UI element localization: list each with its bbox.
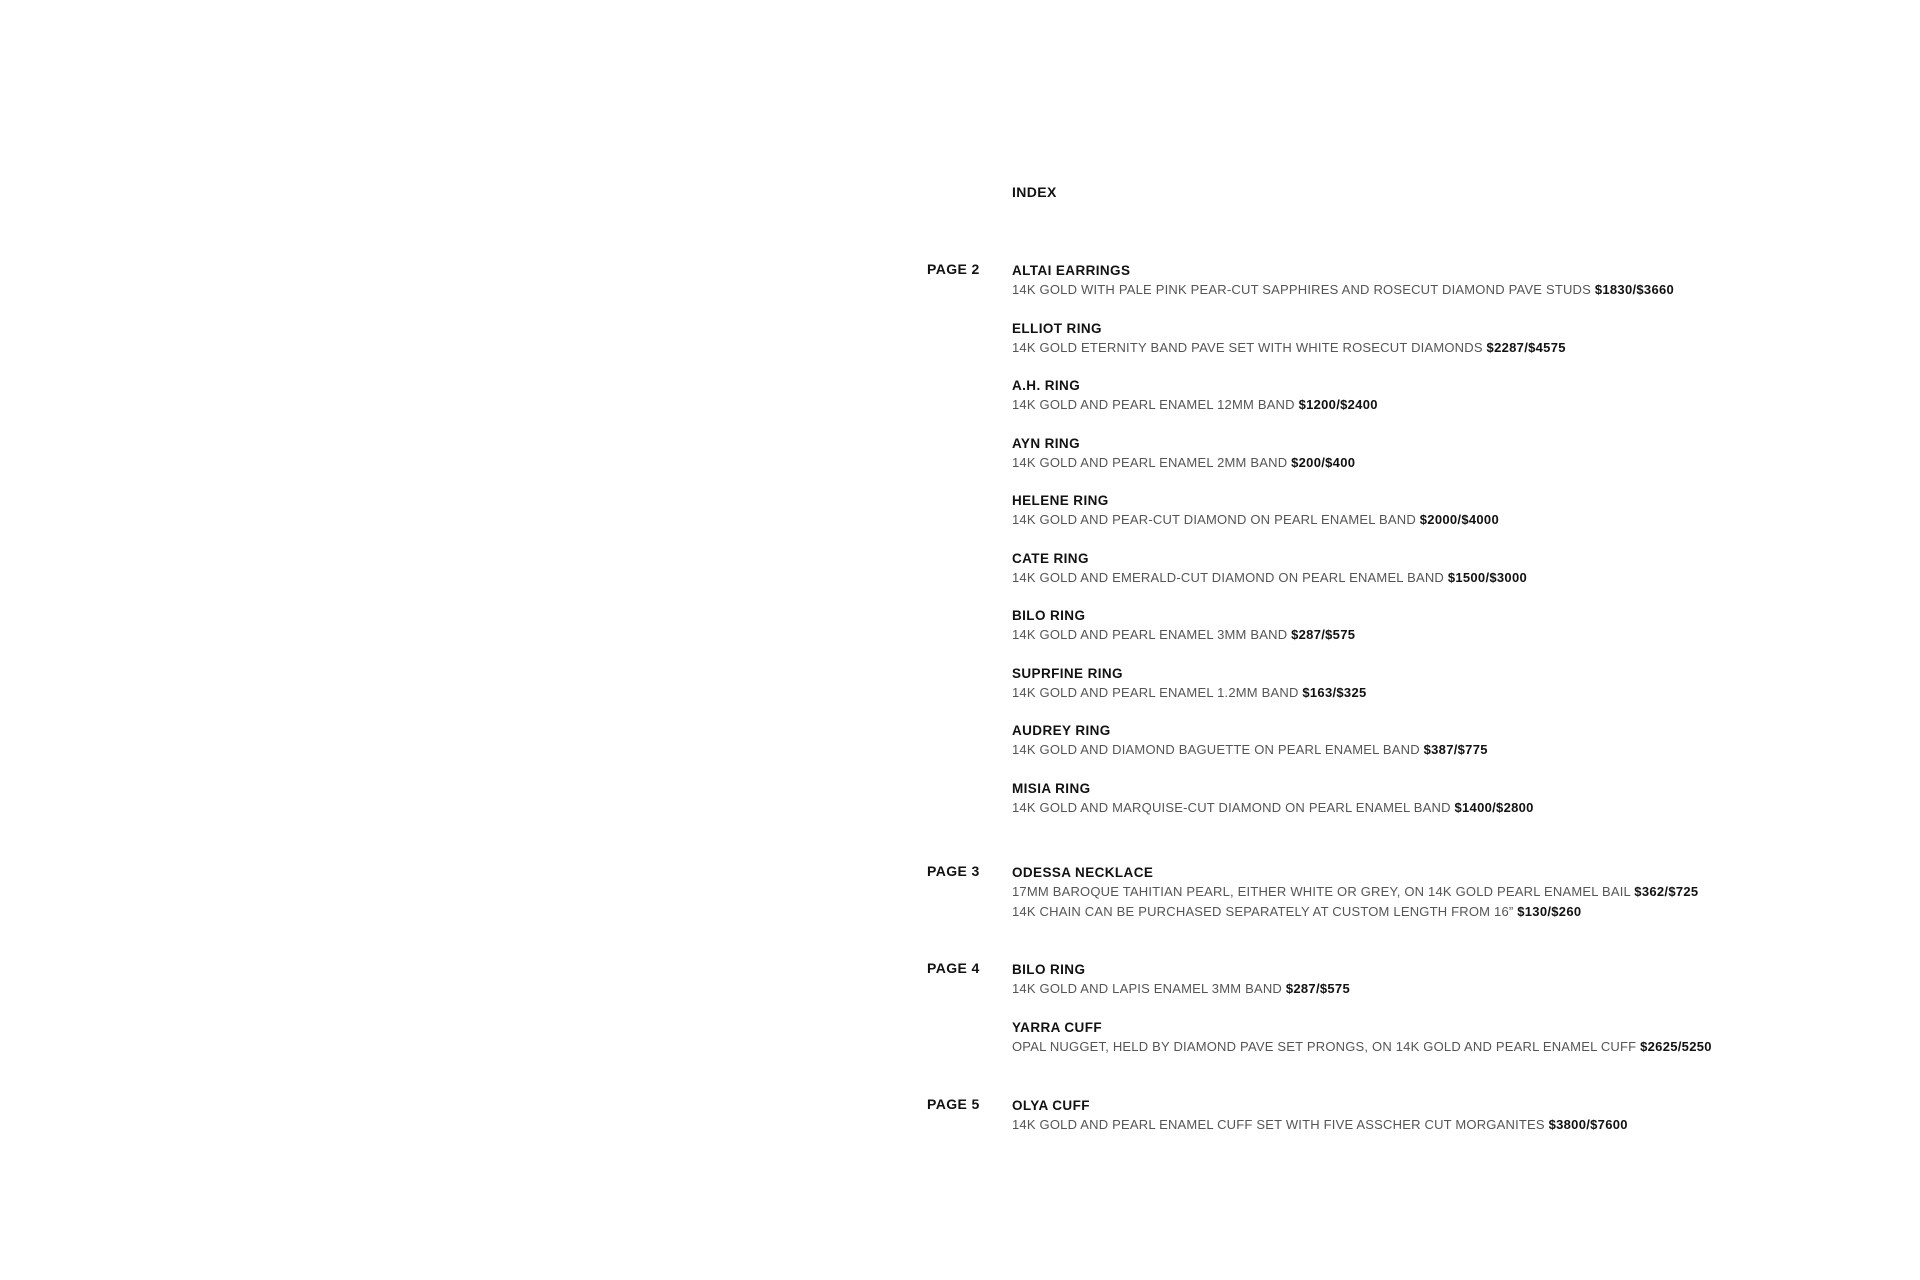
item-list — [1012, 960, 1812, 1056]
list-item — [1012, 491, 1812, 530]
item-description — [1012, 979, 1812, 999]
item-price: $1200/$2400 — [1298, 397, 1378, 412]
item-description — [1012, 1037, 1812, 1057]
list-item — [1012, 549, 1812, 588]
item-name: SUPRFINE RING — [1012, 665, 1123, 681]
item-name: OLYA CUFF — [1012, 1098, 1090, 1113]
item-desc-text: 14K GOLD AND LAPIS ENAMEL 3MM BAND — [1012, 981, 1283, 996]
item-price: $1500/$3000 — [1447, 569, 1528, 585]
item-description — [1012, 902, 1812, 922]
item-price: $287/$575 — [1291, 627, 1356, 642]
item-desc-text: 14K GOLD WITH PALE PINK PEAR-CUT SAPPHIRES AND ROSECUT DIAMOND PAVE STUDS — [1012, 282, 1592, 297]
list-item — [1012, 434, 1812, 473]
item-desc-text: 14K GOLD AND EMERALD-CUT DIAMOND ON PEARL ENAMEL BAND — [1012, 569, 1444, 585]
item-name: ELLIOT RING — [1012, 320, 1102, 336]
item-price: $1830/$3660 — [1594, 282, 1675, 297]
item-list — [1012, 261, 1812, 817]
item-description — [1012, 280, 1812, 300]
list-item — [1012, 863, 1812, 921]
item-name: HELENE RING — [1012, 493, 1109, 508]
item-price: $3800/$7600 — [1548, 1117, 1628, 1132]
list-item — [1012, 1096, 1812, 1135]
item-desc-text: 14K GOLD AND PEARL ENAMEL 2MM BAND — [1012, 454, 1288, 470]
item-description — [1012, 798, 1812, 818]
item-desc-text: 14K GOLD AND PEAR-CUT DIAMOND ON PEARL ENAMEL BAND — [1012, 512, 1416, 527]
item-desc-text: 14K GOLD AND PEARL ENAMEL 1.2MM BAND — [1012, 684, 1299, 700]
item-name: ODESSA NECKLACE — [1012, 865, 1154, 880]
item-price: $1400/$2800 — [1454, 799, 1534, 815]
item-price: $130/$260 — [1517, 903, 1582, 919]
item-price: $2000/$4000 — [1419, 512, 1499, 527]
page-label: PAGE 3 — [927, 863, 980, 879]
item-desc-text: 17MM BAROQUE TAHITIAN PEARL, EITHER WHITE OR GREY, ON 14K GOLD PEARL ENAMEL BAIL — [1012, 884, 1631, 899]
item-desc-text: 14K CHAIN CAN BE PURCHASED SEPARATELY AT CUSTOM LENGTH FROM 16” — [1012, 903, 1514, 919]
item-desc-text: 14K GOLD AND MARQUISE-CUT DIAMOND ON PEARL ENAMEL BAND — [1012, 799, 1451, 815]
item-desc-text: 14K GOLD AND PEARL ENAMEL CUFF SET WITH FIVE ASSCHER CUT MORGANITES — [1012, 1117, 1545, 1132]
page-label: PAGE 2 — [927, 261, 980, 277]
item-name: BILO RING — [1012, 608, 1086, 623]
item-list — [1012, 863, 1812, 921]
item-description — [1012, 338, 1812, 358]
item-name: AUDREY RING — [1012, 723, 1111, 738]
item-price: $387/$775 — [1423, 742, 1488, 757]
item-price: $2287/$4575 — [1486, 339, 1566, 355]
page-label: PAGE 4 — [927, 960, 980, 976]
item-price: $362/$725 — [1634, 884, 1699, 899]
item-description — [1012, 1115, 1812, 1135]
item-price: $163/$325 — [1302, 684, 1367, 700]
item-desc-text: OPAL NUGGET, HELD BY DIAMOND PAVE SET PRONGS, ON 14K GOLD AND PEARL ENAMEL CUFF — [1012, 1038, 1637, 1054]
list-item — [1012, 319, 1812, 358]
list-item — [1012, 664, 1812, 703]
item-name: BILO RING — [1012, 962, 1086, 977]
item-desc-text: 14K GOLD AND PEARL ENAMEL 3MM BAND — [1012, 627, 1288, 642]
list-item — [1012, 606, 1812, 645]
item-price: $2625/5250 — [1640, 1038, 1712, 1054]
page-label: PAGE 5 — [927, 1096, 980, 1112]
list-item — [1012, 1018, 1812, 1057]
list-item — [1012, 261, 1812, 300]
item-list — [1012, 1096, 1812, 1135]
item-price: $287/$575 — [1285, 981, 1350, 996]
item-description — [1012, 683, 1812, 703]
item-description — [1012, 510, 1812, 530]
list-item — [1012, 960, 1812, 999]
item-desc-text: 14K GOLD AND PEARL ENAMEL 12MM BAND — [1012, 397, 1295, 412]
item-description — [1012, 740, 1812, 760]
list-item — [1012, 376, 1812, 415]
item-description — [1012, 568, 1812, 588]
item-price: $200/$400 — [1291, 454, 1356, 470]
item-name: CATE RING — [1012, 550, 1089, 566]
item-description — [1012, 882, 1812, 902]
index-title: INDEX — [1012, 184, 1057, 200]
item-desc-text: 14K GOLD AND DIAMOND BAGUETTE ON PEARL ENAMEL BAND — [1012, 742, 1420, 757]
item-name: ALTAI EARRINGS — [1012, 263, 1131, 278]
item-description — [1012, 453, 1812, 473]
item-name: AYN RING — [1012, 435, 1080, 451]
item-description — [1012, 395, 1812, 415]
item-desc-text: 14K GOLD ETERNITY BAND PAVE SET WITH WHITE ROSECUT DIAMONDS — [1012, 339, 1483, 355]
item-name: YARRA CUFF — [1012, 1019, 1103, 1035]
item-description — [1012, 625, 1812, 645]
list-item — [1012, 721, 1812, 760]
item-name: A.H. RING — [1012, 378, 1081, 393]
list-item — [1012, 779, 1812, 818]
item-name: MISIA RING — [1012, 780, 1091, 796]
